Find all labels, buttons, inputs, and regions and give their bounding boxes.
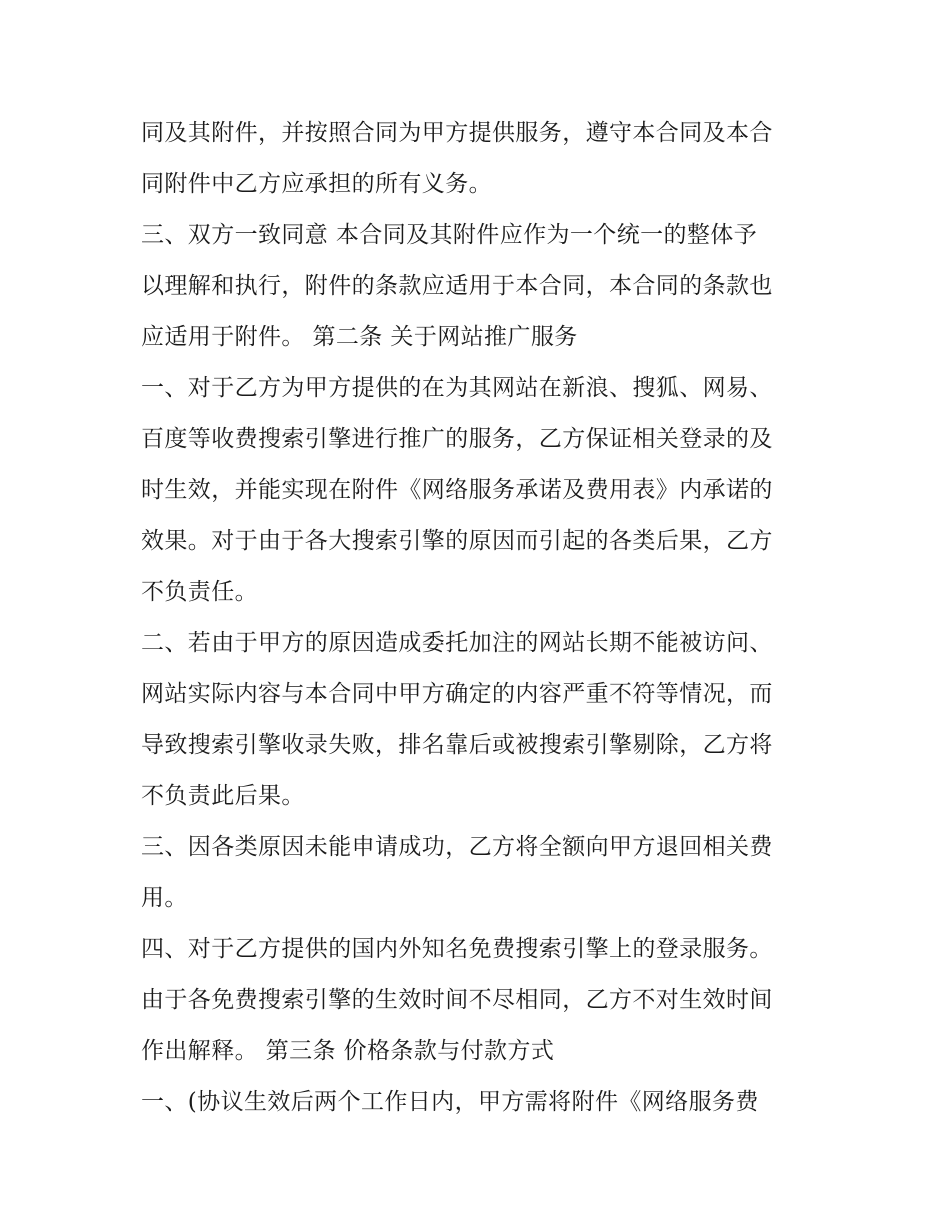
- text-line: 不负责此后果。: [141, 783, 305, 809]
- text-line: 一、对于乙方为甲方提供的在为其网站在新浪、搜狐、网易、: [141, 375, 773, 401]
- text-line: 三、双方一致同意 本合同及其附件应作为一个统一的整体予: [141, 222, 758, 248]
- text-line: 由于各免费搜索引擎的生效时间不尽相同，乙方不对生效时间: [141, 987, 773, 1013]
- text-line: 一、(协议生效后两个工作日内，甲方需将附件《网络服务费: [141, 1089, 759, 1115]
- section-heading-line: 作出解释。 第三条 价格条款与付款方式: [141, 1038, 555, 1064]
- text-line: 时生效，并能实现在附件《网络服务承诺及费用表》内承诺的: [141, 477, 773, 503]
- text-line: 同及其附件，并按照合同为甲方提供服务，遵守本合同及本合: [141, 120, 773, 146]
- text-line: 百度等收费搜索引擎进行推广的服务，乙方保证相关登录的及: [141, 426, 773, 452]
- text-line: 三、因各类原因未能申请成功，乙方将全额向甲方退回相关费: [141, 834, 773, 860]
- text-line: 同附件中乙方应承担的所有义务。: [141, 171, 492, 197]
- text-line: 导致搜索引擎收录失败，排名靠后或被搜索引擎剔除，乙方将: [141, 732, 773, 758]
- text-line: 网站实际内容与本合同中甲方确定的内容严重不符等情况，而: [141, 681, 773, 707]
- text-line: 效果。对于由于各大搜索引擎的原因而引起的各类后果，乙方: [141, 528, 773, 554]
- text-line: 以理解和执行，附件的条款应适用于本合同，本合同的条款也: [141, 273, 773, 299]
- text-line: 用。: [141, 885, 188, 911]
- section-heading-line: 应适用于附件。 第二条 关于网站推广服务: [141, 324, 578, 350]
- text-line: 四、对于乙方提供的国内外知名免费搜索引擎上的登录服务。: [141, 936, 773, 962]
- contract-text: [141, 108, 821, 1128]
- text-line: 二、若由于甲方的原因造成委托加注的网站长期不能被访问、: [141, 630, 773, 656]
- text-line: 不负责任。: [141, 579, 258, 605]
